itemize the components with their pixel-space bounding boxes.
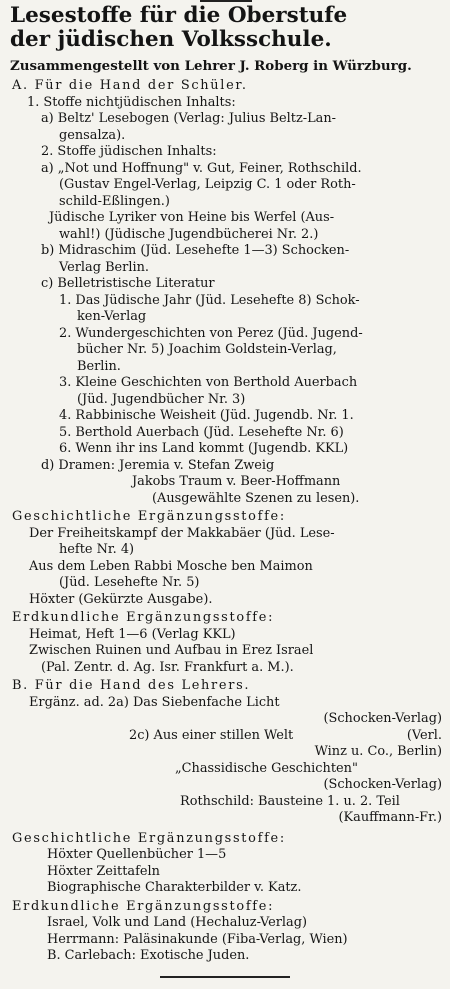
item-2d-line-2: Jakobs Traum v. Beer-Hoffmann bbox=[132, 474, 341, 489]
teacher-line-3 bbox=[0, 728, 450, 745]
history-line-4: (Jüd. Lesehefte Nr. 5) bbox=[59, 575, 200, 590]
section-2-heading: 2. Stoffe jüdischen Inhalts: bbox=[41, 144, 217, 159]
section-1-heading: 1. Stoffe nichtjüdischen Inhalts: bbox=[27, 94, 236, 110]
article-body bbox=[0, 78, 450, 965]
item-2a-line-5: wahl!) (Jüdische Jugendbücherei Nr. 2.) bbox=[59, 226, 319, 242]
teacher-line-4-text: Winz u. Co., Berlin) bbox=[314, 744, 442, 759]
item-2a-line-4: Jüdische Lyriker von Heine bis Werfel (Aus- bbox=[49, 210, 335, 225]
list-item-2-line-2: bücher Nr. 5) Joachim Goldstein-Verlag, bbox=[77, 342, 337, 357]
item-2b-line-1: b) Midraschim (Jüd. Lesehefte 1—3) Schocken- bbox=[41, 243, 350, 258]
teacher-line-2-text: (Schocken-Verlag) bbox=[323, 711, 442, 726]
geography-supplement-heading: Erdkundliche Ergänzungsstoffe: bbox=[12, 610, 275, 625]
list-item-3-line-1: 3. Kleine Geschichten von Berthold Auerbach bbox=[59, 375, 358, 390]
teacher-line-8-text: (Kauffmann-Fr.) bbox=[338, 810, 442, 825]
teacher-history-line-1: Höxter Quellenbücher 1—5 bbox=[47, 847, 227, 862]
teacher-line-3-text: 2c) Aus einer stillen Welt bbox=[129, 727, 294, 743]
list-item-2-line-3: Berlin. bbox=[77, 358, 121, 374]
list-item-5: 5. Berthold Auerbach (Jüd. Lesehefte Nr. 6) bbox=[59, 424, 344, 440]
list-item-3-line-2: (Jüd. Jugendbücher Nr. 3) bbox=[77, 391, 246, 407]
item-2b-line-2: Verlag Berlin. bbox=[59, 259, 149, 275]
history-supplement-heading: Geschichtliche Ergänzungsstoffe: bbox=[12, 509, 286, 524]
history-line-5: Höxter (Gekürzte Ausgabe). bbox=[29, 591, 213, 607]
teacher-geography-line-2: Herrmann: Paläsinakunde (Fiba-Verlag, Wien) bbox=[47, 931, 348, 947]
item-2d-line-3: (Ausgewählte Szenen zu lesen). bbox=[152, 490, 360, 506]
item-1a-line-1: a) Beltz' Lesebogen (Verlag: Julius Beltz-Lan- bbox=[41, 111, 337, 126]
geography-line-3: (Pal. Zentr. d. Ag. Isr. Frankfurt a. M.). bbox=[41, 659, 294, 675]
section-b-heading: B. Für die Hand des Lehrers. bbox=[12, 678, 251, 693]
top-rule bbox=[200, 0, 252, 2]
teacher-history-line-2: Höxter Zeittafeln bbox=[47, 863, 160, 879]
article-title bbox=[10, 4, 440, 52]
list-item-2-line-1: 2. Wundergeschichten von Perez (Jüd. Jugend- bbox=[59, 325, 363, 341]
teacher-history-line-3: Biographische Charakterbilder v. Katz. bbox=[47, 880, 302, 895]
section-a-heading: A. Für die Hand der Schüler. bbox=[12, 78, 248, 93]
teacher-line-6 bbox=[0, 777, 450, 794]
teacher-line-7: Rothschild: Bausteine 1. u. 2. Teil bbox=[180, 793, 400, 809]
teacher-geography-line-3: B. Carlebach: Exotische Juden. bbox=[47, 948, 250, 963]
item-2a-line-2: (Gustav Engel-Verlag, Leipzig C. 1 oder Roth- bbox=[59, 177, 356, 192]
teacher-line-8 bbox=[0, 810, 450, 827]
teacher-line-3-right: (Verl. bbox=[406, 727, 442, 743]
teacher-line-2 bbox=[0, 711, 450, 728]
item-2d-line-1: d) Dramen: Jeremia v. Stefan Zweig bbox=[41, 457, 275, 473]
title-line-2: der jüdischen Volksschule. bbox=[10, 27, 332, 52]
history-line-2: hefte Nr. 4) bbox=[59, 542, 135, 557]
item-1a-line-2: gensalza). bbox=[59, 127, 126, 143]
teacher-line-5: „Chassidische Geschichten" bbox=[175, 760, 358, 776]
history-line-3: Aus dem Leben Rabbi Mosche ben Maimon bbox=[29, 558, 313, 574]
list-item-4: 4. Rabbinische Weisheit (Jüd. Jugendb. Nr. 1. bbox=[59, 408, 354, 423]
list-item-6: 6. Wenn ihr ins Land kommt (Jugendb. KKL) bbox=[59, 441, 349, 456]
teacher-geography-heading: Erdkundliche Ergänzungsstoffe: bbox=[12, 898, 275, 914]
teacher-history-heading: Geschichtliche Ergänzungsstoffe: bbox=[12, 830, 286, 846]
history-line-1: Der Freiheitskampf der Makkabäer (Jüd. Lese- bbox=[29, 525, 335, 541]
item-2a-line-1: a) „Not und Hoffnung" v. Gut, Feiner, Rothschild. bbox=[41, 160, 362, 176]
teacher-line-6-text: (Schocken-Verlag) bbox=[323, 777, 442, 792]
bottom-rule bbox=[160, 976, 290, 978]
item-2a-line-3: schild-Eßlingen.) bbox=[59, 193, 170, 209]
teacher-line-4 bbox=[0, 744, 450, 761]
list-item-1-line-2: ken-Verlag bbox=[77, 309, 147, 324]
title-line-1: Lesestoffe für die Oberstufe bbox=[10, 3, 348, 28]
teacher-line-1: Ergänz. ad. 2a) Das Siebenfache Licht bbox=[29, 694, 280, 710]
article-byline: Zusammengestellt von Lehrer J. Roberg in Würzburg. bbox=[10, 58, 412, 74]
list-item-1-line-1: 1. Das Jüdische Jahr (Jüd. Lesehefte 8) Schok- bbox=[59, 292, 360, 308]
geography-line-2: Zwischen Ruinen und Aufbau in Erez Israel bbox=[29, 643, 314, 658]
geography-line-1: Heimat, Heft 1—6 (Verlag KKL) bbox=[29, 626, 236, 642]
teacher-geography-line-1: Israel, Volk und Land (Hechaluz-Verlag) bbox=[47, 915, 308, 930]
item-2c-heading: c) Belletristische Literatur bbox=[41, 276, 215, 291]
